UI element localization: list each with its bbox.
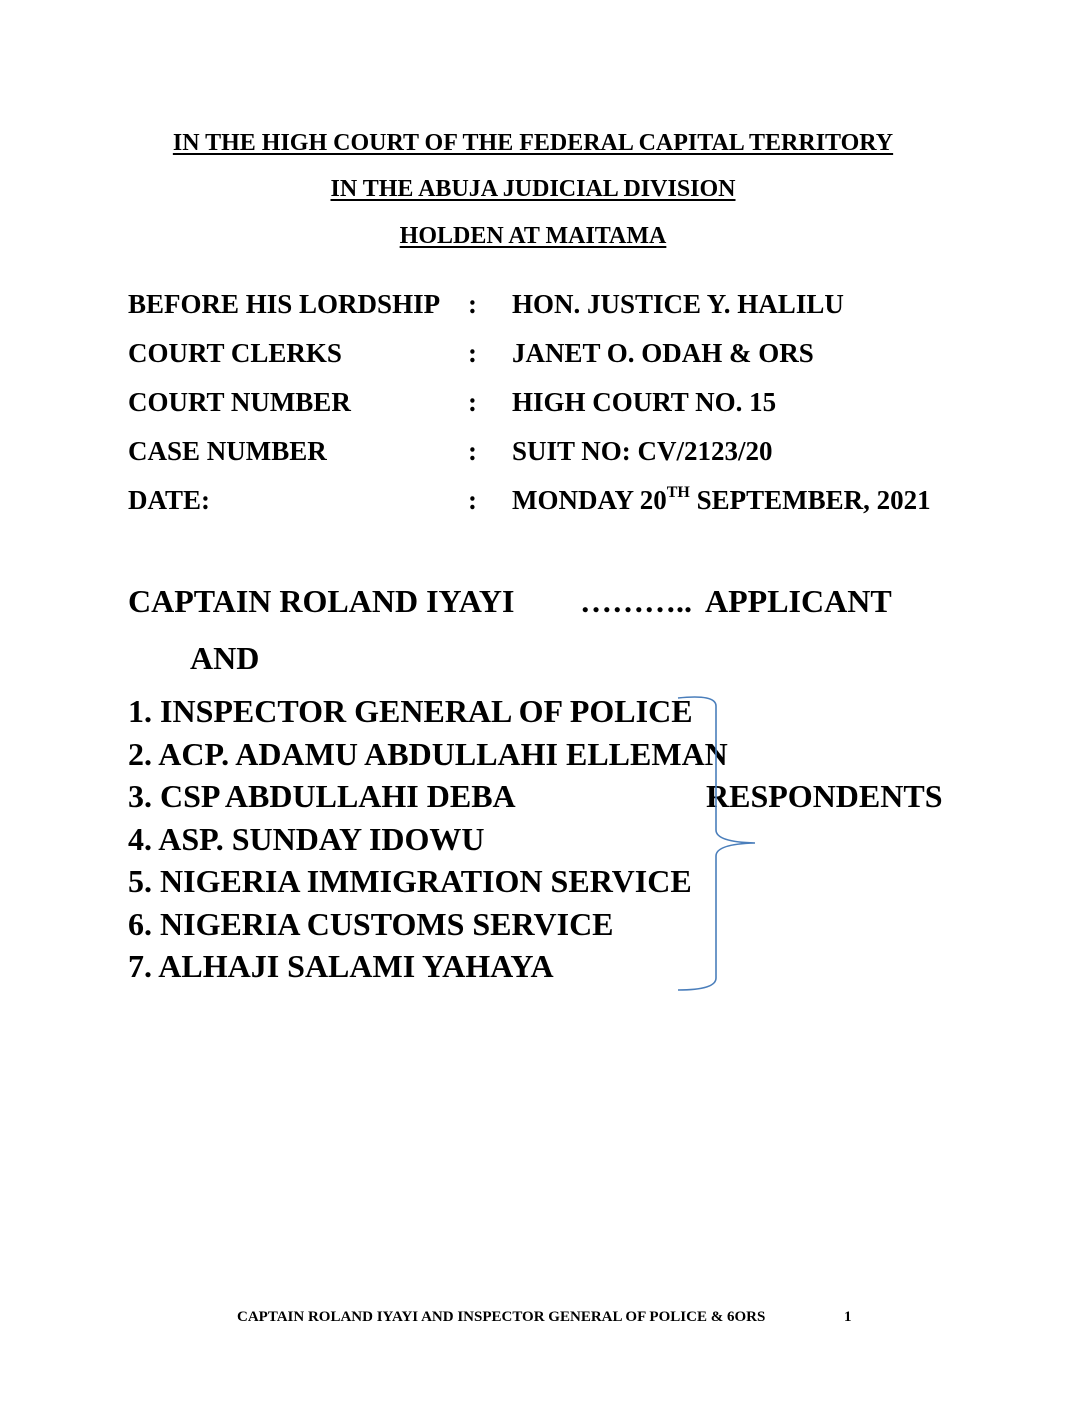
court-heading: IN THE HIGH COURT OF THE FEDERAL CAPITAL TERRITORY xyxy=(172,130,894,156)
respondent-item: 5. NIGERIA IMMIGRATION SERVICE xyxy=(128,863,692,899)
respondent-item: 3. CSP ABDULLAHI DEBA xyxy=(128,778,516,814)
applicant-name: CAPTAIN ROLAND IYAYI xyxy=(128,583,515,619)
info-value-date xyxy=(512,485,931,516)
info-colon: : xyxy=(468,485,477,515)
info-value: HIGH COURT NO. 15 xyxy=(512,387,777,417)
respondent-item: 7. ALHAJI SALAMI YAHAYA xyxy=(128,948,554,984)
info-colon: : xyxy=(468,289,477,319)
and-separator: AND xyxy=(190,640,260,676)
division-heading: IN THE ABUJA JUDICIAL DIVISION xyxy=(330,176,736,202)
info-value: JANET O. ODAH & ORS xyxy=(512,338,814,368)
respondent-item: 1. INSPECTOR GENERAL OF POLICE xyxy=(128,693,693,729)
respondents-role: RESPONDENTS xyxy=(706,778,943,814)
info-label: COURT CLERKS xyxy=(128,338,342,368)
info-label: DATE: xyxy=(128,485,211,515)
date-prefix: MONDAY 20 xyxy=(512,485,667,515)
date-ordinal: TH xyxy=(666,484,690,501)
info-colon: : xyxy=(468,436,477,466)
info-label: COURT NUMBER xyxy=(128,387,351,417)
page-number: 1 xyxy=(844,1309,852,1325)
holden-heading: HOLDEN AT MAITAMA xyxy=(399,223,667,249)
footer-title: CAPTAIN ROLAND IYAYI AND INSPECTOR GENERAL OF POLICE & 6ORS xyxy=(237,1309,766,1325)
info-label: BEFORE HIS LORDSHIP xyxy=(128,289,441,319)
info-value: HON. JUSTICE Y. HALILU xyxy=(512,289,844,319)
info-value: SUIT NO: CV/2123/20 xyxy=(512,436,773,466)
info-colon: : xyxy=(468,387,477,417)
applicant-role: APPLICANT xyxy=(705,583,892,619)
applicant-dots: ……….. xyxy=(580,583,692,619)
respondent-item: 4. ASP. SUNDAY IDOWU xyxy=(128,821,485,857)
respondent-item: 2. ACP. ADAMU ABDULLAHI ELLEMAN xyxy=(128,736,728,772)
date-suffix: SEPTEMBER, 2021 xyxy=(689,485,931,515)
respondent-item: 6. NIGERIA CUSTOMS SERVICE xyxy=(128,906,614,942)
info-label: CASE NUMBER xyxy=(128,436,327,466)
info-colon: : xyxy=(468,338,477,368)
